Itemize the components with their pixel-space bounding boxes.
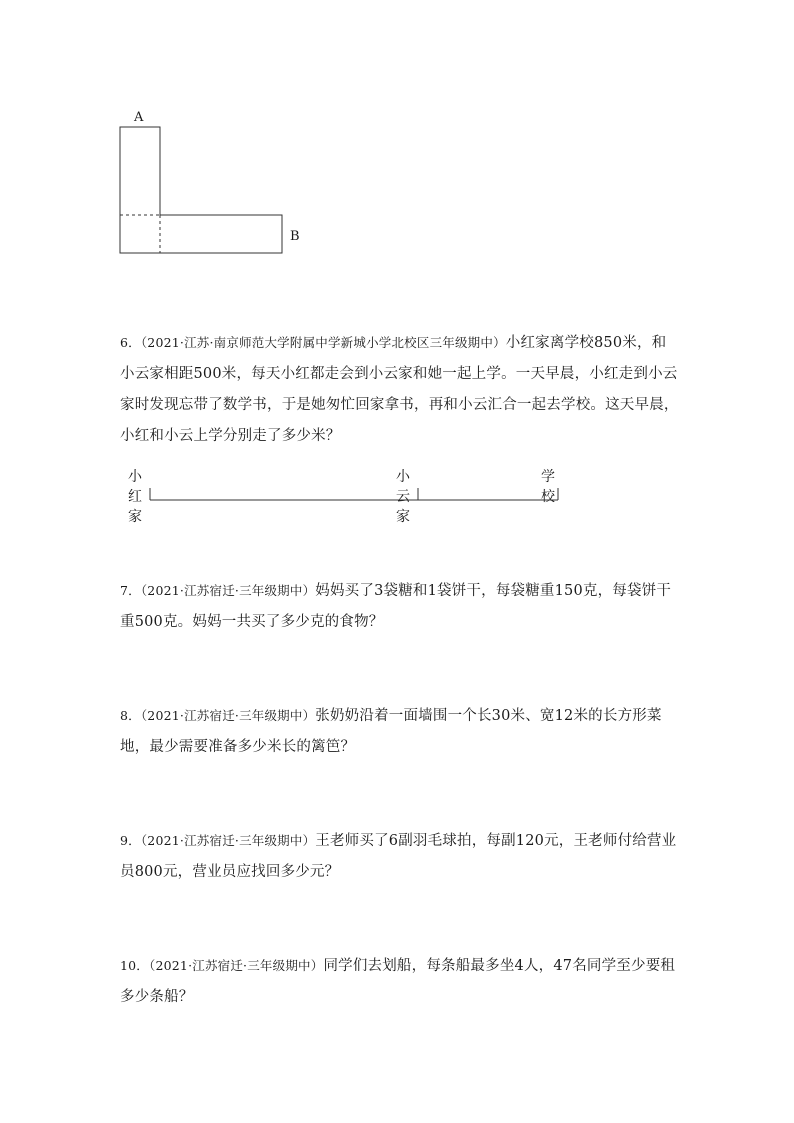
question-text: 王老师买了6副羽毛球拍，每副120元，王老师付给营业员800元，营业员应找回多少元？ [120, 833, 677, 880]
question-number: 9． [120, 833, 141, 848]
line-diagram-axis [140, 484, 570, 508]
question-7 [120, 575, 680, 638]
question-source: （2021·江苏宿迁·三年级期中） [140, 583, 316, 598]
l-shape-figure [110, 105, 310, 265]
label-a: A [134, 110, 144, 125]
question-9 [120, 825, 680, 888]
question-source: （2021·江苏宿迁·三年级期中） [140, 833, 316, 848]
question-text: 妈妈买了3袋糖和1袋饼干，每袋糖重150克，每袋饼干重500克。妈妈一共买了多少克的食物？ [120, 583, 672, 630]
label-xiaoyun-home: 小云家 [396, 469, 410, 525]
question-number: 7． [120, 583, 141, 598]
question-text: 小红家离学校850米，和小云家相距500米，每天小红都走会到小云家和她一起上学。一天早晨，小红走到小云家时发现忘带了数学书，于是她匆忙回家拿书，再和小云汇合一起去学校。这天早晨，小红和小云上学分别走了多少米？ [120, 335, 679, 444]
l-shape-outline [120, 127, 282, 253]
label-xiaohong-home: 小红家 [128, 469, 142, 525]
question-source: （2021·江苏宿迁·三年级期中） [149, 958, 324, 973]
question-number: 8． [120, 708, 141, 723]
question-10 [120, 950, 680, 1013]
question-8 [120, 700, 680, 763]
label-b: B [290, 229, 300, 244]
question-number: 10． [120, 958, 150, 973]
question-text: 同学们去划船，每条船最多坐4人，47名同学至少要租多少条船？ [120, 958, 676, 1005]
question-source: （2021·江苏宿迁·三年级期中） [140, 708, 316, 723]
question-6 [120, 327, 680, 452]
question-number: 6． [120, 335, 141, 350]
question-text: 张奶奶沿着一面墙围一个长30米、宽12米的长方形菜地，最少需要准备多少米长的篱笆？ [120, 708, 662, 755]
question-source: （2021·江苏·南京师范大学附属中学新城小学北校区三年级期中） [140, 335, 506, 350]
label-school: 学校 [541, 469, 555, 505]
